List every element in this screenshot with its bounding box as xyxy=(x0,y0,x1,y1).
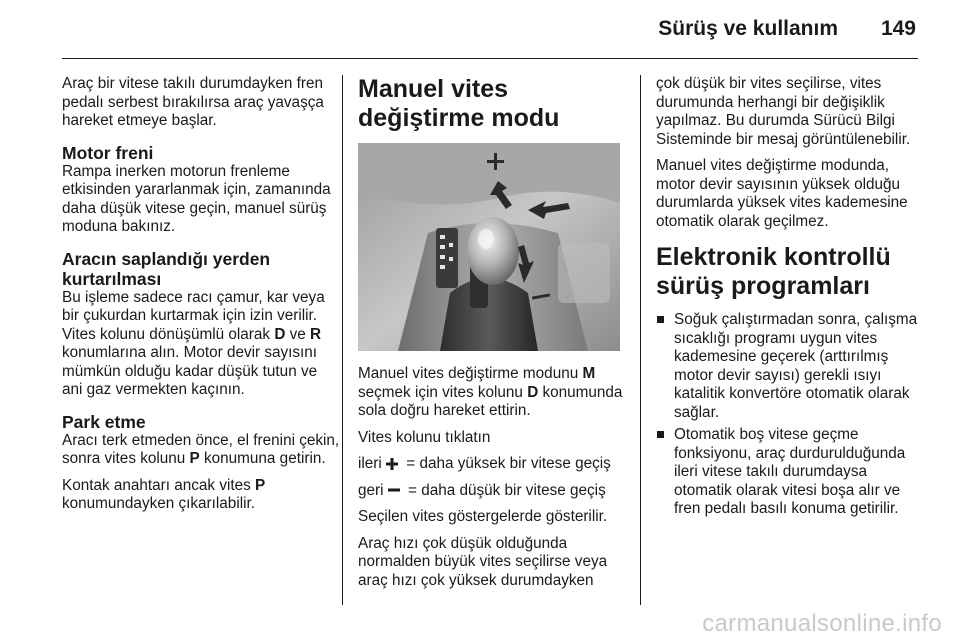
gear-letter-p: P xyxy=(255,476,266,494)
text-run: Bu işleme sadece racı çamur, kar veya bir çukurdan kurtarmak için izin verilir. Vites kolunu dönüşümlü olarak xyxy=(62,288,325,343)
list-item-text: Soğuk çalıştırmadan sonra, çalışma sıcaklığı programı uygun vites kademesine geçerek (arttırılmış motor devir sayısı) gerekli ısıyı katalitik konvertöre otomatik olarak sağlar. xyxy=(674,311,918,421)
gear-shifter-photo xyxy=(358,143,620,351)
gear-letter-d: D xyxy=(274,325,286,343)
park-text-1 xyxy=(62,432,340,469)
manuel-text-4 xyxy=(358,482,628,501)
text-run: konumunda sola doğru hareket ettirin. xyxy=(358,383,623,419)
page-header xyxy=(0,0,960,60)
column-divider-1 xyxy=(342,75,343,605)
motor-freni-text: Rampa inerken motorun frenleme etkisinden yararlanmak için, zamanında daha düşük vitese geçin, manuel sürüş moduna bakınız. xyxy=(62,162,331,235)
heading-park-etme: Park etme xyxy=(62,411,146,432)
watermark: carmanualsonline.info xyxy=(702,610,942,637)
heading-elektronik: Elektronik kontrollü sürüş programları xyxy=(656,243,891,300)
gear-letter-d: D xyxy=(527,383,539,401)
text-run: Manuel vites değiştirme modunu xyxy=(358,365,583,382)
text-run: konumlarına alın. Motor devir sayısını mümkün olduğu kadar düşük tutun ve ani gaz vermekten kaçının. xyxy=(62,344,318,398)
minus-icon xyxy=(388,484,400,496)
bullet-square-icon xyxy=(657,431,664,438)
section-park-etme xyxy=(62,412,340,514)
heading-saplandigi: Aracın saplandığı yerden kurtarılması xyxy=(62,248,271,289)
heading-manuel-vites: Manuel vites değiştirme modu xyxy=(358,75,560,132)
intro-paragraph: Araç bir vitese takılı durumdayken fren pedalı serbest bırakılırsa araç yavaşça hareket etmeye başlar. xyxy=(62,75,324,129)
text-run: konumuna getirin. xyxy=(199,450,326,467)
bullet-square-icon xyxy=(657,316,664,323)
header-rule xyxy=(62,58,918,59)
continued-text: çok düşük bir vites seçilirse, vites durumunda herhangi bir değişiklik yapılmaz. Bu durumda Sürücü Bilgi Sisteminde bir mesaj görüntülenebilir. xyxy=(656,75,911,148)
list-item xyxy=(656,311,926,422)
gear-letter-m: M xyxy=(582,365,596,382)
manuel-text-3 xyxy=(358,455,628,474)
heading-motor-freni: Motor freni xyxy=(62,142,154,163)
section-motor-freni xyxy=(62,143,340,237)
text-run: geri xyxy=(358,481,388,499)
column-3 xyxy=(656,75,926,523)
text-run: seçmek için vites kolunu xyxy=(358,383,528,401)
program-list xyxy=(656,311,926,519)
list-item-text: Otomatik boş vitese geçme fonksiyonu, araç durdurulduğunda ileri vitese takılı durumdaysa otomatik olarak vitesi boşa alır ve fren pedalı basılı konuma getirilir. xyxy=(674,426,906,517)
text-run: = daha yüksek bir vitese geçiş xyxy=(402,455,611,472)
column-1 xyxy=(62,75,340,522)
section-saplandigi xyxy=(62,249,340,400)
text-run: ve xyxy=(285,325,311,343)
header-title: Sürüş ve kullanım xyxy=(658,17,838,40)
saplandigi-text xyxy=(62,289,340,400)
manuel-text-1 xyxy=(358,365,628,421)
list-item xyxy=(656,426,926,519)
page-number: 149 xyxy=(880,17,916,40)
text-run: Aracı terk etmeden önce, el frenini çekin, sonra vites kolunu xyxy=(62,431,340,467)
column-2 xyxy=(358,75,628,598)
text-run: = daha düşük bir vitese geçiş xyxy=(403,481,606,499)
manuel-text-5: Seçilen vites göstergelerde gösterilir. xyxy=(358,508,608,525)
text-run: konumundayken çıkarılabilir. xyxy=(62,495,256,512)
park-text-2 xyxy=(62,477,340,514)
plus-icon xyxy=(386,458,398,470)
gear-letter-r: R xyxy=(310,325,322,343)
manuel-mode-note: Manuel vites değiştirme modunda, motor devir sayısının yüksek olduğu durumlarda yüksek vites kademesine otomatik olarak geçilmez. xyxy=(656,157,908,230)
column-divider-2 xyxy=(640,75,641,605)
text-run: ileri xyxy=(358,455,387,472)
manuel-text-2: Vites kolunu tıklatın xyxy=(358,428,491,446)
manuel-text-6: Araç hızı çok düşük olduğunda normalden büyük vites seçilirse veya araç hızı çok yüksek durumdayken xyxy=(358,534,608,589)
text-run: Kontak anahtarı ancak vites xyxy=(62,476,256,494)
gear-letter-p: P xyxy=(189,450,200,467)
